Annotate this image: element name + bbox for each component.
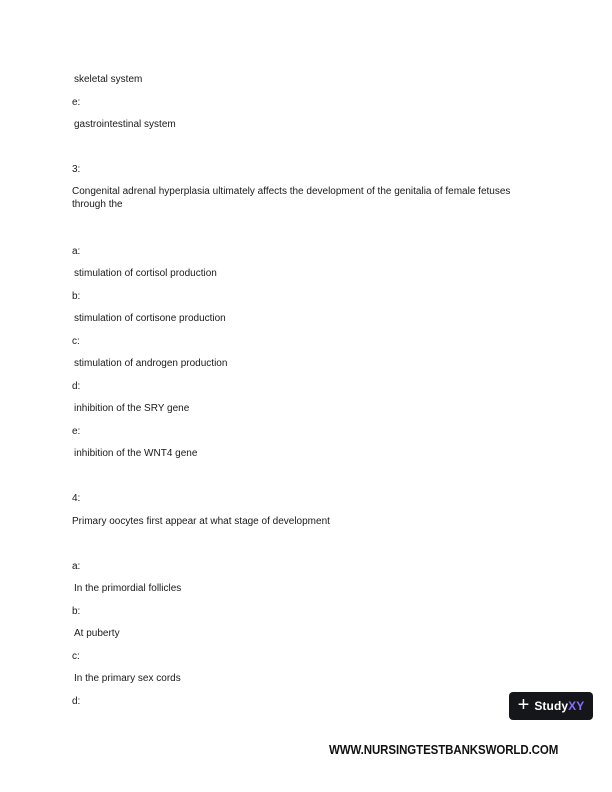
q3-option-a-label: a: xyxy=(72,246,81,257)
question-4-number: 4: xyxy=(72,493,81,504)
q4-option-a-label: a: xyxy=(72,561,81,572)
q3-option-a-text: stimulation of cortisol production xyxy=(74,268,217,279)
q3-option-c-label: c: xyxy=(72,336,80,347)
q4-option-a-text: In the primordial follicles xyxy=(74,583,182,594)
q3-option-d-text: inhibition of the SRY gene xyxy=(74,403,190,414)
q4-option-b-text: At puberty xyxy=(74,628,120,639)
q4-option-b-label: b: xyxy=(72,606,81,617)
q3-option-e-text: inhibition of the WNT4 gene xyxy=(74,448,198,459)
option-d-text: skeletal system xyxy=(74,74,143,85)
studyxy-badge[interactable] xyxy=(509,692,593,720)
q3-option-b-text: stimulation of cortisone production xyxy=(74,313,226,324)
q3-option-c-text: stimulation of androgen production xyxy=(74,358,228,369)
studyxy-logo xyxy=(534,699,584,713)
question-4-stem: Primary oocytes first appear at what stage of development xyxy=(72,516,330,527)
footer-url: WWW.NURSINGTESTBANKSWORLD.COM xyxy=(329,743,559,757)
question-3-stem: Congenital adrenal hyperplasia ultimately affects the development of the genitalia of female fetuses through the xyxy=(72,186,511,210)
q4-option-c-text: In the primary sex cords xyxy=(74,673,181,684)
brand-accent: XY xyxy=(568,699,585,713)
q3-option-d-label: d: xyxy=(72,381,81,392)
q4-option-c-label: c: xyxy=(72,651,80,662)
q3-option-b-label: b: xyxy=(72,291,81,302)
option-e-label: e: xyxy=(72,97,81,108)
q3-option-e-label: e: xyxy=(72,426,81,437)
plus-icon: + xyxy=(517,694,530,716)
option-e-text: gastrointestinal system xyxy=(74,119,176,130)
brand-main: Study xyxy=(534,699,569,713)
question-3-number: 3: xyxy=(72,164,81,175)
q4-option-d-label: d: xyxy=(72,696,81,707)
